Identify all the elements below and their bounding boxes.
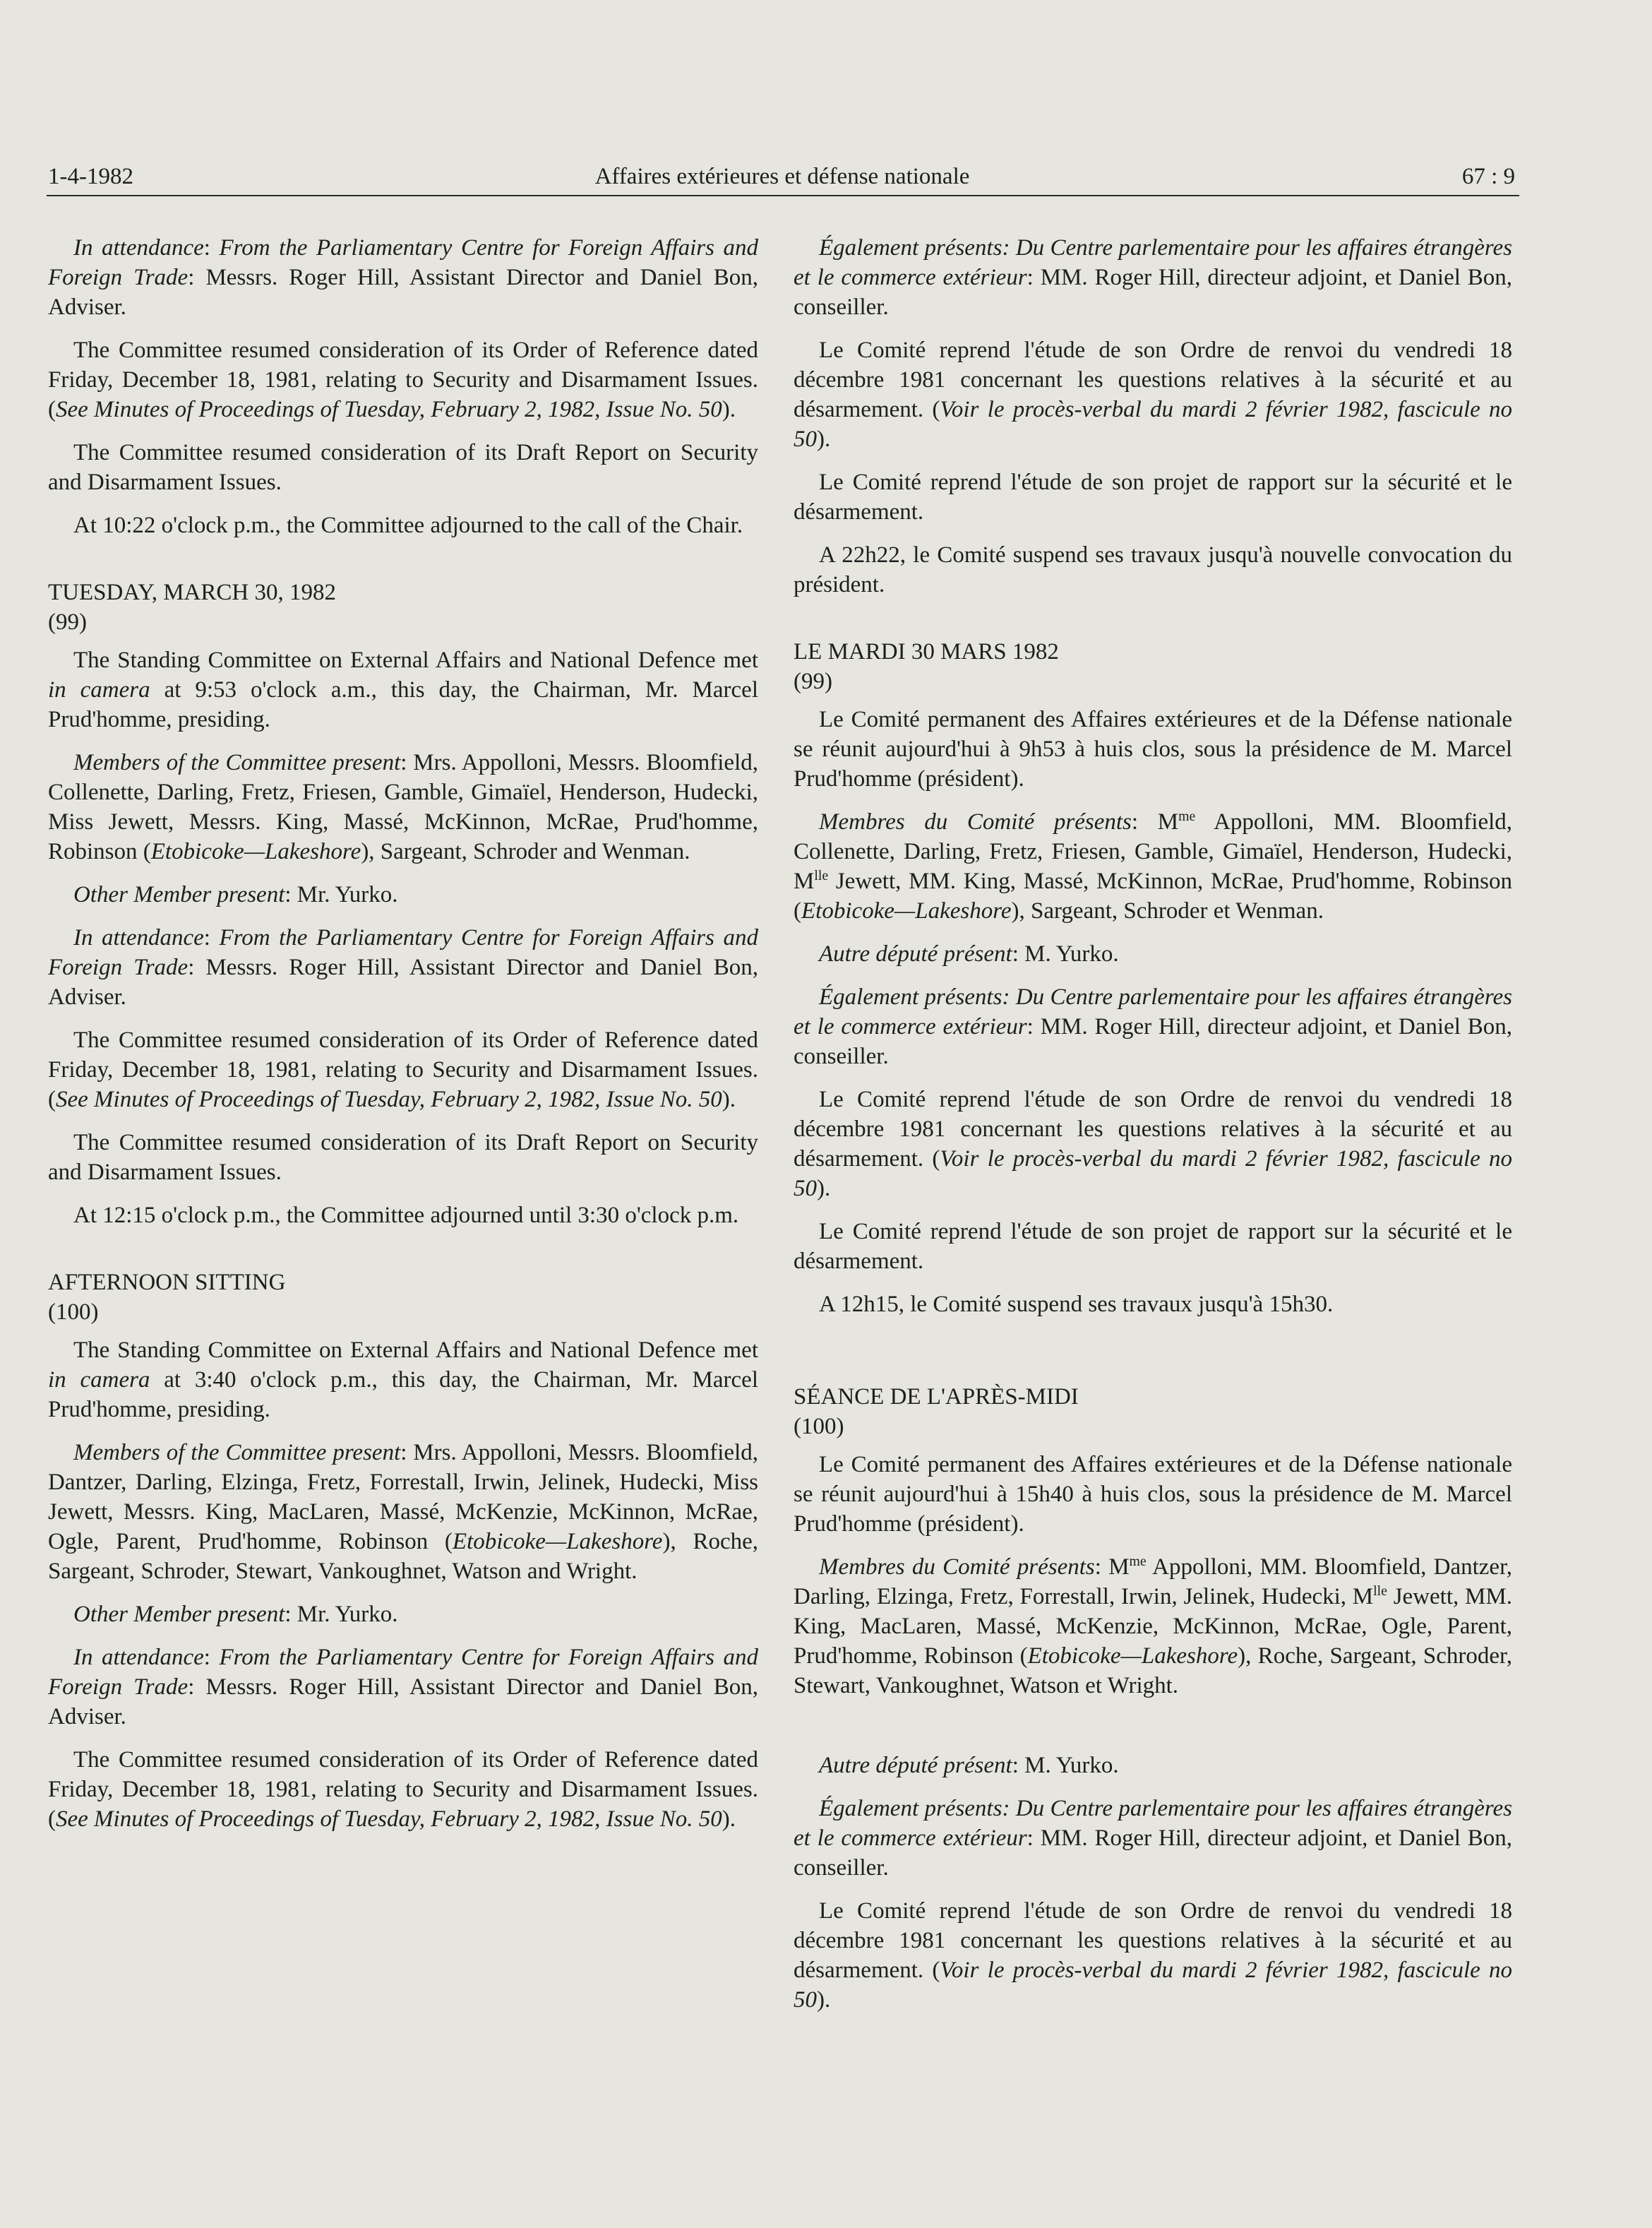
draft-report-paragraph: Le Comité reprend l'étude de son projet de rapport sur la sécurité et le désarmement. — [794, 470, 1512, 525]
order-of-reference-paragraph: The Committee resumed consideration of its Order of Reference dated Friday, December 18, 1981, relating to Security and Disarmament Issues. (See Minutes of Proceedings of Tuesday, February 2, 1982, Issue No. 50). — [48, 338, 758, 422]
attendance-paragraph: Également présents: Du Centre parlementaire pour les affaires étrangères et le commerce extérieur: MM. Roger Hill, directeur adjoint, et Daniel Bon, conseiller. — [794, 235, 1513, 320]
draft-report-paragraph: Le Comité reprend l'étude de son projet de rapport sur la sécurité et le désarmement. — [794, 1219, 1512, 1274]
other-member-paragraph: Autre député présent: M. Yurko. — [819, 941, 1119, 967]
meeting-paragraph: Le Comité permanent des Affaires extérieures et de la Défense nationale se réunit aujourd'hui à 15h40 à huis clos, sous la présidence de M. Marcel Prud'homme (président). — [794, 1452, 1512, 1537]
other-member-paragraph: Other Member present: Mr. Yurko. — [73, 882, 398, 907]
sitting-heading: TUESDAY, MARCH 30, 1982 (99) — [48, 580, 336, 635]
sitting-heading: LE MARDI 30 MARS 1982 (99) — [794, 639, 1059, 694]
draft-report-paragraph: The Committee resumed consideration of its Draft Report on Security and Disarmament Issues. — [48, 1130, 758, 1185]
meeting-paragraph: Le Comité permanent des Affaires extérieures et de la Défense nationale se réunit aujourd'hui à 9h53 à huis clos, sous la présidence de M. Marcel Prud'homme (président). — [794, 707, 1512, 792]
page-header — [48, 160, 1516, 193]
adjournment-paragraph: At 12:15 o'clock p.m., the Committee adjourned until 3:30 o'clock p.m. — [73, 1203, 739, 1228]
meeting-paragraph: The Standing Committee on External Affairs and National Defence met in camera at 3:40 o'clock p.m., this day, the Chairman, Mr. Marcel Prud'homme, presiding. — [48, 1338, 758, 1422]
english-column — [48, 233, 758, 1847]
other-member-paragraph: Autre député présent: M. Yurko. — [819, 1753, 1119, 1778]
header-title: Affaires extérieures et défense nationale — [594, 164, 970, 189]
french-column — [794, 233, 1512, 2028]
members-paragraph: Membres du Comité présents: $M^{me}$ Appolloni, MM. Bloomfield, Dantzer, Darling, Elzinga, Fretz, Forrestall, Irwin, Jelinek, Hudecki, $M^{lle}$ Jewett, MM. King, MacLaren, Massé, McKenzie, McKinnon, McRae, Ogle, Parent, Prud'homme, Robinson (Etobicoke—Lakeshore), Roche, Sargeant, Schroder, Stewart, Vankoughnet, Watson et Wright. — [794, 1554, 1512, 1698]
members-paragraph: Members of the Committee present: Mrs. Appolloni, Messrs. Bloomfield, Dantzer, Darling, Elzinga, Fretz, Forrestall, Irwin, Jelinek, Hudecki, Miss Jewett, Messrs. King, MacLaren, Massé, McKenzie, McKinnon, McRae, Ogle, Parent, Prud'homme, Robinson (Etobicoke—Lakeshore), Roche, Sargeant, Schroder, Stewart, Vankoughnet, Watson and Wright. — [48, 1440, 758, 1584]
order-of-reference-paragraph: Le Comité reprend l'étude de son Ordre de renvoi du vendredi 18 décembre 1981 concernant les questions relatives à la sécurité et au désarmement. (Voir le procès-verbal du mardi 2 février 1982, fascicule no 50). — [794, 338, 1512, 452]
members-paragraph: Membres du Comité présents: $M^{me}$ Appolloni, MM. Bloomfield, Collenette, Darling, Fretz, Friesen, Gamble, Gimaïel, Henderson, Hudecki, $M^{lle}$ Jewett, MM. King, Massé, McKinnon, McRae, Prud'homme, Robinson (Etobicoke—Lakeshore), Sargeant, Schroder et Wenman. — [794, 809, 1513, 924]
header-date: 1-4-1982 — [48, 164, 133, 189]
other-member-paragraph: Other Member present: Mr. Yurko. — [73, 1602, 398, 1627]
header-rule — [47, 195, 1519, 196]
adjournment-paragraph: A 12h15, le Comité suspend ses travaux jusqu'à 15h30. — [819, 1292, 1334, 1317]
adjournment-paragraph: A 22h22, le Comité suspend ses travaux jusqu'à nouvelle convocation du président. — [794, 542, 1512, 597]
order-of-reference-paragraph: Le Comité reprend l'étude de son Ordre de renvoi du vendredi 18 décembre 1981 concernant les questions relatives à la sécurité et au désarmement. (Voir le procès-verbal du mardi 2 février 1982, fascicule no 50). — [794, 1898, 1512, 2013]
sitting-heading: SÉANCE DE L'APRÈS-MIDI (100) — [794, 1384, 1079, 1439]
adjournment-paragraph: At 10:22 o'clock p.m., the Committee adjourned to the call of the Chair. — [73, 513, 743, 538]
members-paragraph: Members of the Committee present: Mrs. Appolloni, Messrs. Bloomfield, Collenette, Darling, Fretz, Friesen, Gamble, Gimaïel, Henderson, Hudecki, Miss Jewett, Messrs. King, Massé, McKinnon, McRae, Prud'homme, Robinson (Etobicoke—Lakeshore), Sargeant, Schroder and Wenman. — [48, 750, 758, 864]
attendance-paragraph: Également présents: Du Centre parlementaire pour les affaires étrangères et le commerce extérieur: MM. Roger Hill, directeur adjoint, et Daniel Bon, conseiller. — [794, 984, 1513, 1069]
sitting-heading: AFTERNOON SITTING (100) — [48, 1270, 286, 1325]
draft-report-paragraph: The Committee resumed consideration of its Draft Report on Security and Disarmament Issues. — [48, 440, 758, 495]
attendance-paragraph: Également présents: Du Centre parlementaire pour les affaires étrangères et le commerce extérieur: MM. Roger Hill, directeur adjoint, et Daniel Bon, conseiller. — [794, 1796, 1513, 1881]
attendance-paragraph: In attendance: From the Parliamentary Centre for Foreign Affairs and Foreign Trade: Messrs. Roger Hill, Assistant Director and Daniel Bon, Adviser. — [48, 925, 758, 1010]
meeting-paragraph: The Standing Committee on External Affairs and National Defence met in camera at 9:53 o'clock a.m., this day, the Chairman, Mr. Marcel Prud'homme, presiding. — [48, 648, 759, 732]
order-of-reference-paragraph: The Committee resumed consideration of its Order of Reference dated Friday, December 18, 1981, relating to Security and Disarmament Issues. (See Minutes of Proceedings of Tuesday, February 2, 1982, Issue No. 50). — [48, 1747, 758, 1832]
attendance-paragraph: In attendance: From the Parliamentary Centre for Foreign Affairs and Foreign Trade: Messrs. Roger Hill, Assistant Director and Daniel Bon, Adviser. — [48, 235, 758, 320]
attendance-paragraph: In attendance: From the Parliamentary Centre for Foreign Affairs and Foreign Trade: Messrs. Roger Hill, Assistant Director and Daniel Bon, Adviser. — [48, 1645, 758, 1729]
order-of-reference-paragraph: The Committee resumed consideration of its Order of Reference dated Friday, December 18, 1981, relating to Security and Disarmament Issues. (See Minutes of Proceedings of Tuesday, February 2, 1982, Issue No. 50). — [48, 1027, 758, 1112]
header-page-number: 67 : 9 — [1461, 164, 1515, 189]
order-of-reference-paragraph: Le Comité reprend l'étude de son Ordre de renvoi du vendredi 18 décembre 1981 concernant les questions relatives à la sécurité et au désarmement. (Voir le procès-verbal du mardi 2 février 1982, fascicule no 50). — [794, 1087, 1512, 1201]
